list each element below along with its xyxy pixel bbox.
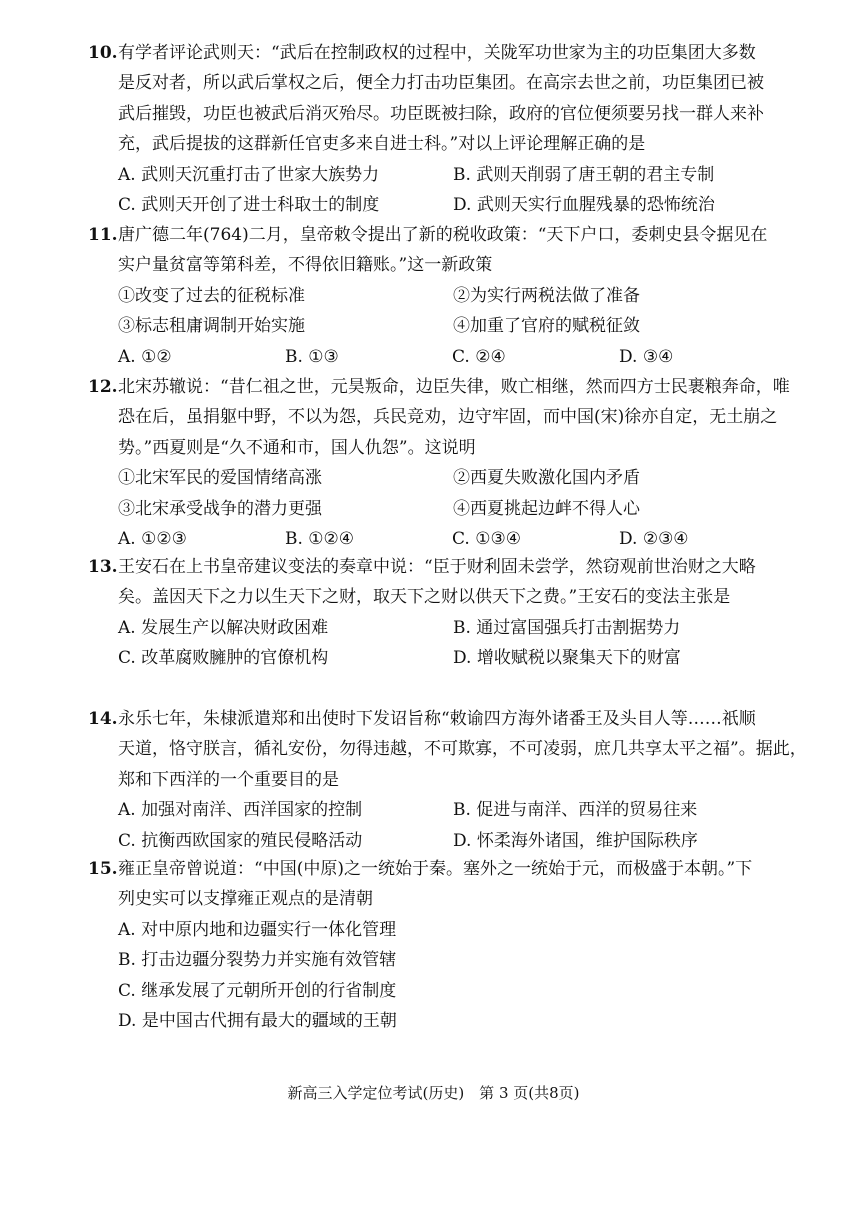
page-footer: 新高三入学定位考试(历史) 第 3 页(共8页): [287, 1084, 580, 1102]
option-c: C. ②④: [452, 346, 506, 367]
option-a: A. ①②③: [118, 529, 187, 550]
option-c: C. 继承发展了元朝所开创的行省制度: [118, 980, 397, 1001]
option-b: B. ①②④: [285, 529, 355, 550]
option-b: B. 打击边疆分裂势力并实施有效管辖: [118, 950, 397, 971]
option-b: B. 促进与南洋、西洋的贸易往来: [453, 800, 698, 821]
question-stem: 是反对者，所以武后掌权之后，便全力打击功臣集团。在高宗去世之前，功臣集团已被: [118, 73, 764, 94]
question-stem: 列史实可以支撑雍正观点的是清朝: [118, 889, 373, 910]
option-a: A. 对中原内地和边疆实行一体化管理: [118, 919, 397, 940]
option-b: B. 通过富国强兵打击割据势力: [453, 617, 681, 638]
option-row: [118, 524, 808, 554]
statement-3: ③标志租庸调制开始实施: [118, 316, 305, 337]
statement-2: ②为实行两税法做了准备: [453, 285, 640, 306]
option-d: D. 怀柔海外诸国，维护国际秩序: [453, 830, 698, 851]
option-d: D. ③④: [619, 346, 674, 367]
statement-4: ④加重了官府的赋税征敛: [453, 316, 640, 337]
option-a: A. 加强对南洋、西洋国家的控制: [118, 800, 363, 821]
question-stem: 雍正皇帝曾说道：“中国(中原)之一统始于秦。塞外之一统始于元，而极盛于本朝。”下: [118, 859, 753, 879]
statement-row: [118, 281, 808, 311]
question-stem: 矣。盖因天下之力以生天下之财，取天下之财以供天下之费。”王安石的变法主张是: [118, 587, 731, 608]
question-number: 11.: [88, 225, 118, 245]
statement-1: ①改变了过去的征税标准: [118, 285, 305, 306]
option-a: A. 发展生产以解决财政困难: [118, 617, 329, 638]
option-b: B. 武则天削弱了唐王朝的君主专制: [453, 164, 715, 185]
question-stem: 实户量贫富等第科差，不得依旧籍账。”这一新政策: [118, 255, 493, 276]
statement-row: [118, 463, 808, 493]
option-d: D. 武则天实行血腥残暴的恐怖统治: [453, 195, 715, 216]
question-stem: 唐广德二年(764)二月，皇帝敕令提出了新的税收政策：“天下户口，委刺史县令据见在: [118, 225, 768, 245]
option-d: D. 是中国古代拥有最大的疆域的王朝: [118, 1011, 397, 1032]
option-a: A. 武则天沉重打击了世家大族势力: [118, 164, 380, 185]
option-row: [118, 613, 808, 643]
option-d: D. ②③④: [619, 529, 689, 550]
question-number: 12.: [88, 377, 118, 397]
question-stem: 势。”西夏则是“久不通和市，国人仇怨”。这说明: [118, 437, 476, 458]
question-15: [88, 854, 808, 1036]
question-13: [88, 552, 808, 674]
option-row: [118, 1006, 808, 1036]
option-row: [118, 826, 808, 856]
question-10: [88, 38, 808, 220]
option-c: C. 武则天开创了进士科取士的制度: [118, 195, 380, 216]
question-stem: 充，武后提拔的这群新任官吏多来自进士科。”对以上评论理解正确的是: [118, 134, 646, 155]
option-c: C. ①③④: [452, 529, 521, 550]
question-stem: 郑和下西洋的一个重要目的是: [118, 769, 339, 790]
question-12: [88, 372, 808, 554]
statement-1: ①北宋军民的爱国情绪高涨: [118, 468, 322, 489]
statement-4: ④西夏挑起边衅不得人心: [453, 498, 640, 519]
option-row: [118, 915, 808, 945]
option-row: [118, 976, 808, 1006]
option-c: C. 改革腐败臃肿的官僚机构: [118, 648, 329, 669]
question-stem: 有学者评论武则天：“武后在控制政权的过程中，关陇军功世家为主的功臣集团大多数: [118, 43, 756, 63]
statement-3: ③北宋承受战争的潜力更强: [118, 498, 322, 519]
question-11: [88, 220, 808, 372]
option-row: [118, 643, 808, 673]
question-number: 10.: [88, 43, 118, 63]
question-number: 14.: [88, 709, 118, 729]
question-number: 15.: [88, 859, 118, 879]
option-row: [118, 795, 808, 825]
option-b: B. ①③: [285, 346, 339, 367]
question-number: 13.: [88, 557, 118, 577]
question-stem: 永乐七年，朱棣派遣郑和出使时下发诏旨称“敕谕四方海外诸番王及头目人等……祇顺: [118, 709, 756, 729]
option-d: D. 增收赋税以聚集天下的财富: [453, 648, 681, 669]
question-stem: 武后摧毁，功臣也被武后消灭殆尽。功臣既被扫除，政府的官位便须要另找一群人来补: [118, 103, 764, 124]
option-row: [118, 945, 808, 975]
option-c: C. 抗衡西欧国家的殖民侵略活动: [118, 830, 363, 851]
statement-2: ②西夏失败激化国内矛盾: [453, 468, 640, 489]
question-stem: 北宋苏辙说：“昔仁祖之世，元昊叛命，边臣失律，败亡相继，然而四方士民裹粮奔命，唯: [118, 377, 790, 397]
question-stem: 天道，恪守朕言，循礼安份，勿得违越，不可欺寡，不可凌弱，庶几共享太平之福”。据此，: [118, 739, 807, 760]
question-stem: 恐在后，虽捐躯中野，不以为怨，兵民竞劝，边守牢固，而中国(宋)徐亦自定，无土崩之: [118, 407, 778, 428]
option-row: [118, 160, 808, 190]
option-a: A. ①②: [118, 346, 172, 367]
statement-row: [118, 494, 808, 524]
option-row: [118, 342, 808, 372]
option-row: [118, 190, 808, 220]
statement-row: [118, 311, 808, 341]
question-14: [88, 704, 808, 856]
question-stem: 王安石在上书皇帝建议变法的奏章中说：“臣于财利固未尝学，然窃观前世治财之大略: [118, 557, 756, 577]
